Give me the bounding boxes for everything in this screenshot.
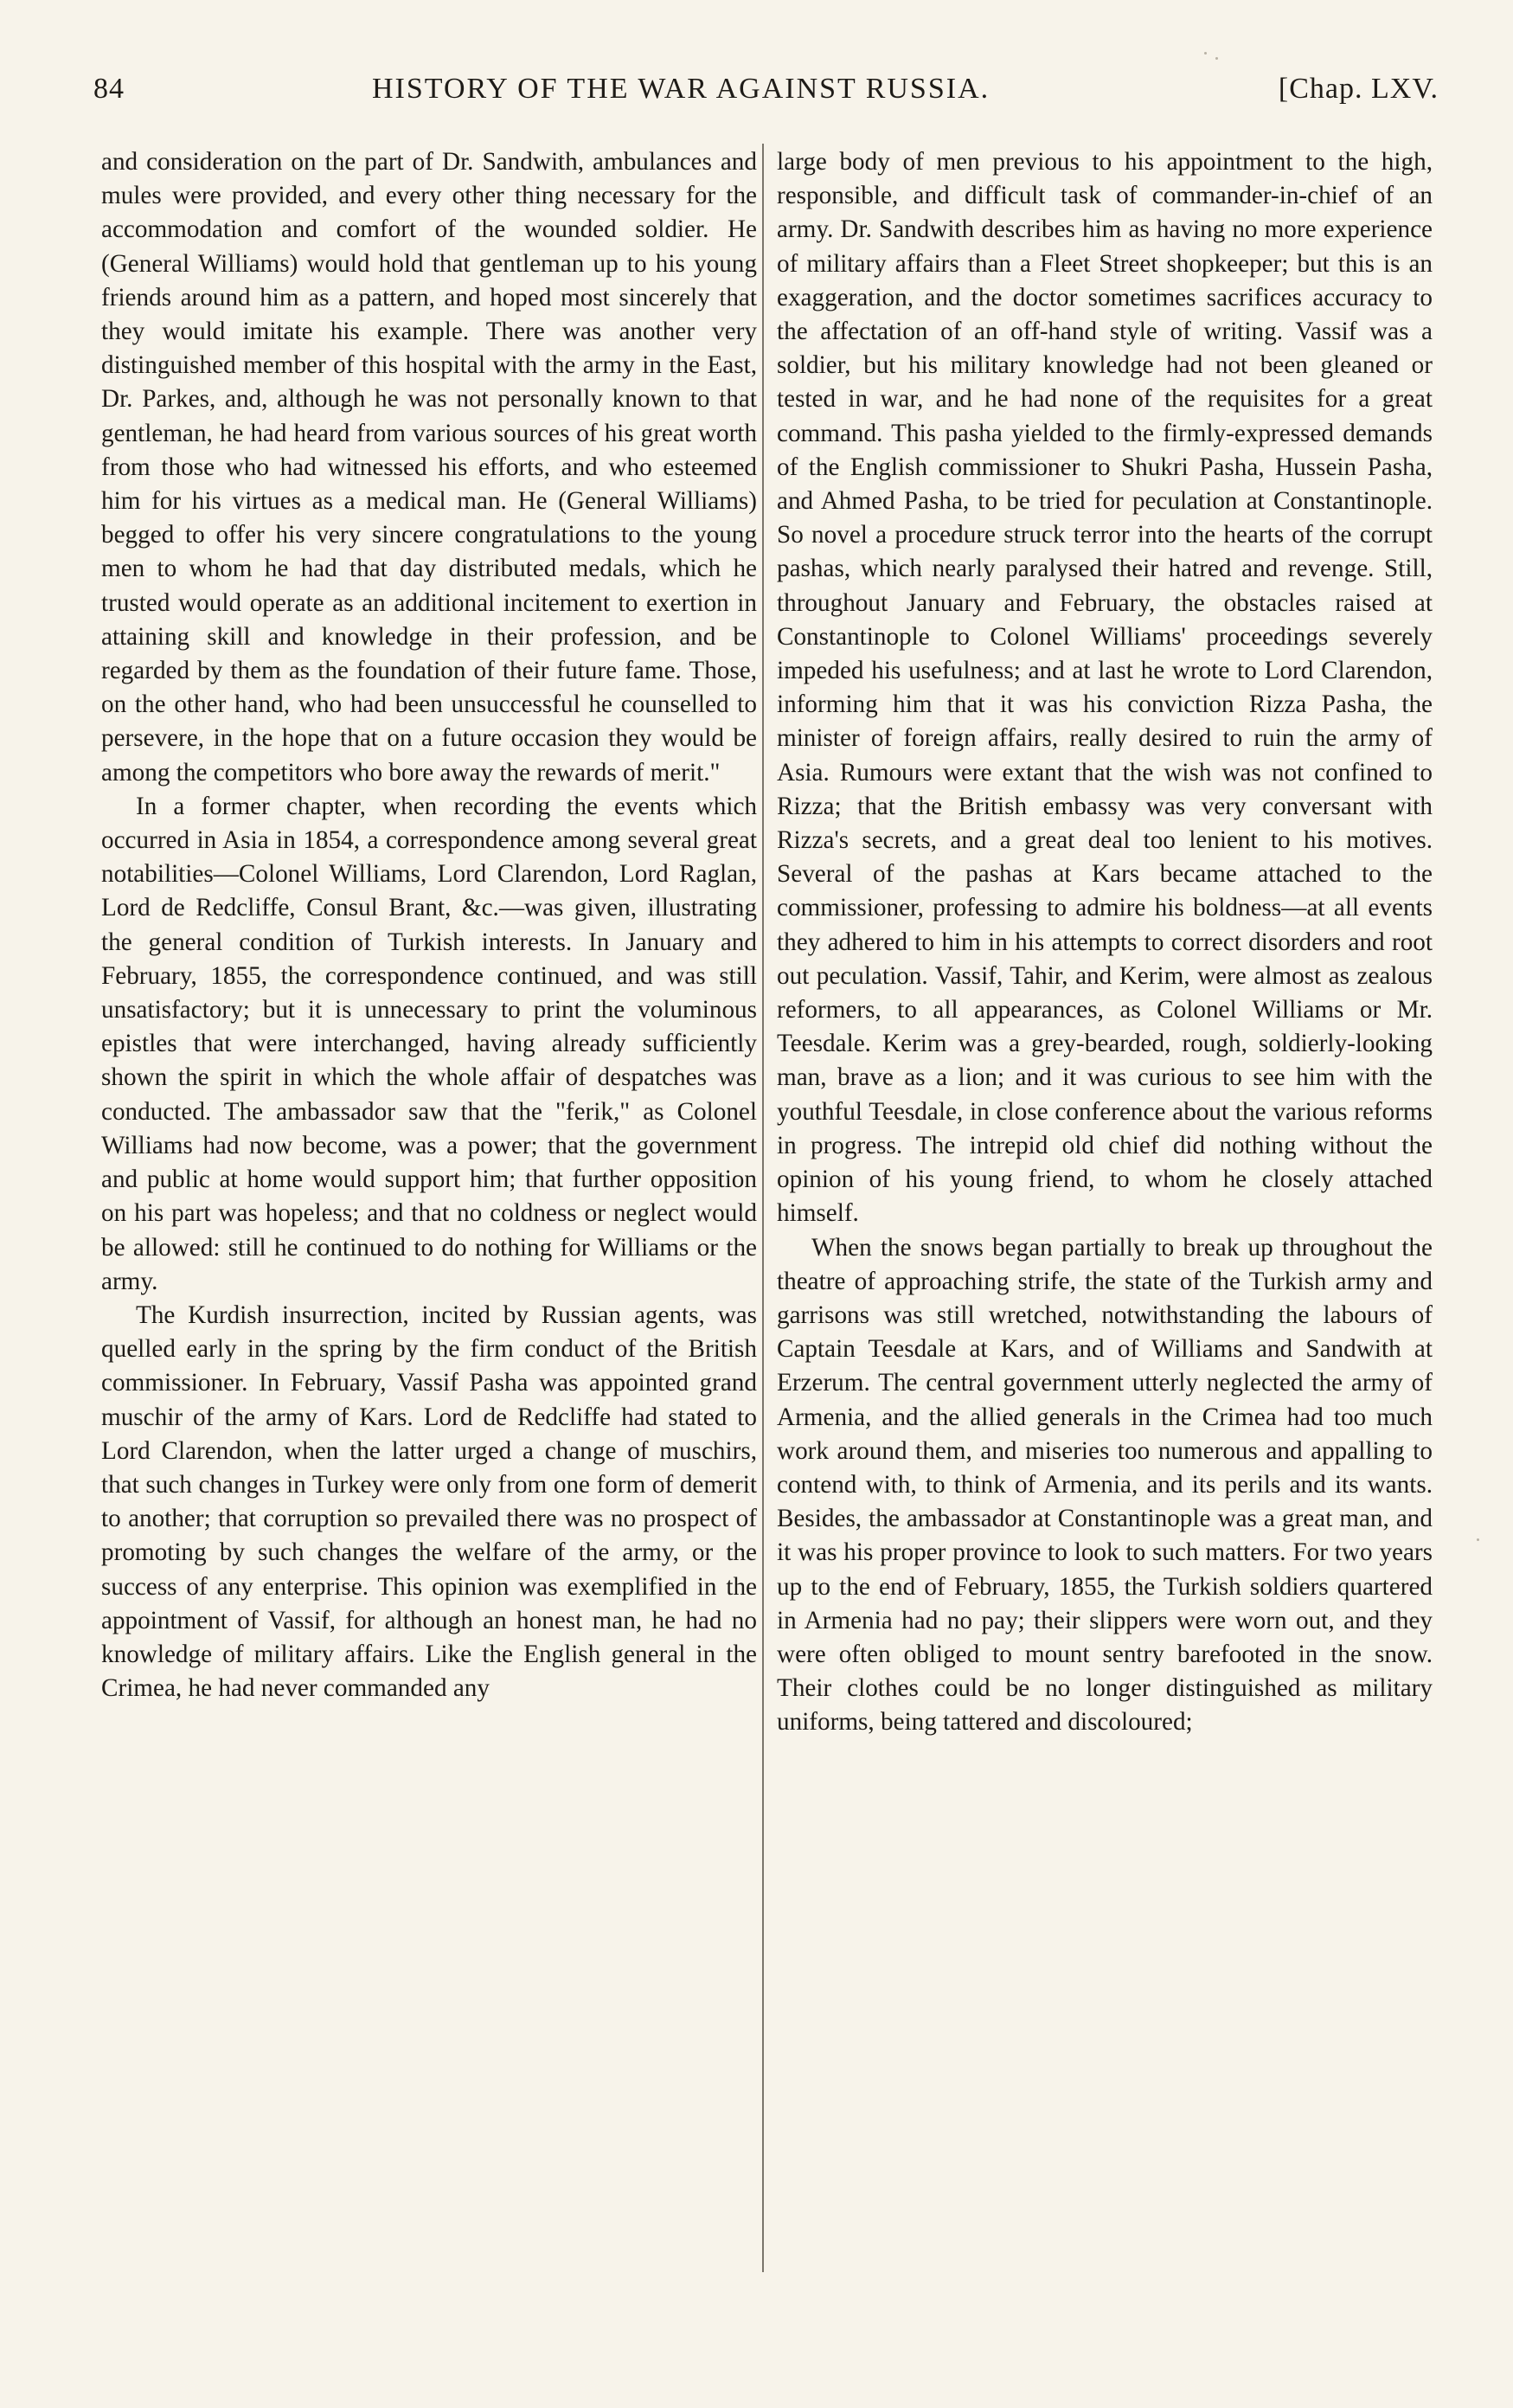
left-column <box>101 145 757 1705</box>
left-paragraph-3: The Kurdish insurrection, incited by Russian agents, was quelled early in the spring by the firm conduct of the British commissioner. In February, Vassif Pasha was appointed grand muschir of the army of Kars. Lord de Redcliffe had stated to Lord Clarendon, when the latter urged a change of muschirs, that such changes in Turkey were only from one form of demerit to another; that corruption so prevailed there was no prospect of promoting by such changes the welfare of the army, or the success of any enterprise. This opinion was exemplified in the appointment of Vassif, for although an honest man, he had no knowledge of military affairs. Like the English general in the Crimea, he had never commanded any <box>101 1300 757 1703</box>
right-paragraph-1: large body of men previous to his appointment to the high, responsible, and difficult task of commander-in-chief of an army. Dr. Sandwith describes him as having no more experience of military affairs than a Fleet Street shopkeeper; but this is an exaggeration, and the doctor sometimes sacrifices accuracy to the affectation of an off-hand style of writing. Vassif was a soldier, but his military knowledge had not been gleaned or tested in war, and he had none of the requisites for a great command. This pasha yielded to the firmly-expressed demands of the English commissioner to Shukri Pasha, Hussein Pasha, and Ahmed Pasha, to be tried for peculation at Constantinople. So novel a procedure struck terror into the hearts of the corrupt pashas, which nearly paralysed their hatred and revenge. Still, throughout January and February, the obstacles raised at Constantinople to Colonel Williams' proceedings severely impeded his usefulness; and at last he wrote to Lord Clarendon, informing him that it was his conviction Rizza Pasha, the minister of foreign affairs, really desired to ruin the army of Asia. Rumours were extant that the wish was not confined to Rizza; that the British embassy was very conversant with Rizza's secrets, and a great deal too lenient to his motives. Several of the pashas at Kars became attached to the commissioner, professing to admire his boldness—at all events they adhered to him in his attempts to correct disorders and root out peculation. Vassif, Tahir, and Kerim, were almost as zealous reformers, to all appearances, as Colonel Williams or Mr. Teesdale. Kerim was a grey-bearded, rough, soldierly-looking man, brave as a lion; and it was curious to see him with the youthful Teesdale, in close conference about the various reforms in progress. The intrepid old chief did nothing without the opinion of his young friend, to whom he closely attached himself. <box>777 148 1433 1228</box>
chapter-reference: [Chap. LXV. <box>1278 73 1439 105</box>
right-paragraph-2: When the snows began partially to break up throughout the theatre of approaching strife, the state of the Turkish army and garrisons was still wretched, notwithstanding the labours of Captain Teesdale at Kars, and of Williams and Sandwith at Erzerum. The central government utterly neglected the army of Armenia, and the allied generals in the Crimea had too much work around them, and miseries too numerous and appalling to contend with, to think of Armenia, and its perils and its wants. Besides, the ambassador at Constantinople was a great man, and it was his proper province to look to such matters. For two years up to the end of February, 1855, the Turkish soldiers quartered in Armenia had no pay; their slippers were worn out, and they were often obliged to mount sentry barefooted in the snow. Their clothes could be no longer distinguished as military uniforms, being tattered and discoloured; <box>777 1233 1433 1737</box>
column-divider <box>762 144 764 2272</box>
page-number: 84 <box>93 73 125 105</box>
page-header <box>93 73 1439 116</box>
running-title: HISTORY OF THE WAR AGAINST RUSSIA. <box>372 73 991 105</box>
print-speck <box>1477 1538 1479 1541</box>
right-column <box>777 145 1433 1740</box>
left-paragraph-1: and consideration on the part of Dr. Sandwith, ambulances and mules were provided, and every other thing necessary for the accommodation and comfort of the wounded soldier. He (General Williams) would hold that gentleman up to his young friends around him as a pattern, and hoped most sincerely that they would imitate his example. There was another very distinguished member of this hospital with the army in the East, Dr. Parkes, and, although he was not personally known to that gentleman, he had heard from various sources of his great worth from those who had witnessed his efforts, and who esteemed him for his virtues as a medical man. He (General Williams) begged to offer his very sincere congratulations to the young men to whom he had that day distributed medals, which he trusted would operate as an additional incitement to exertion in attaining skill and knowledge in their profession, and be regarded by them as the foundation of their future fame. Those, on the other hand, who had been unsuccessful he counselled to persevere, in the hope that on a future occasion they would be among the competitors who bore away the rewards of merit." <box>101 148 757 787</box>
print-speck <box>1215 57 1218 60</box>
left-paragraph-2: In a former chapter, when recording the events which occurred in Asia in 1854, a correspondence among several great notabilities—Colonel Williams, Lord Clarendon, Lord Raglan, Lord de Redcliffe, Consul Brant, &c.—was given, illustrating the general condition of Turkish interests. In January and February, 1855, the correspondence continued, and was still unsatisfactory; but it is unnecessary to print the voluminous epistles that were interchanged, having already sufficiently shown the spirit in which the whole affair of despatches was conducted. The ambassador saw that the "ferik," as Colonel Williams had now become, was a power; that the government and public at home would support him; that further opposition on his part was hopeless; and that no coldness or neglect would be allowed: still he continued to do nothing for Williams or the army. <box>101 792 757 1295</box>
print-speck <box>1204 52 1207 55</box>
